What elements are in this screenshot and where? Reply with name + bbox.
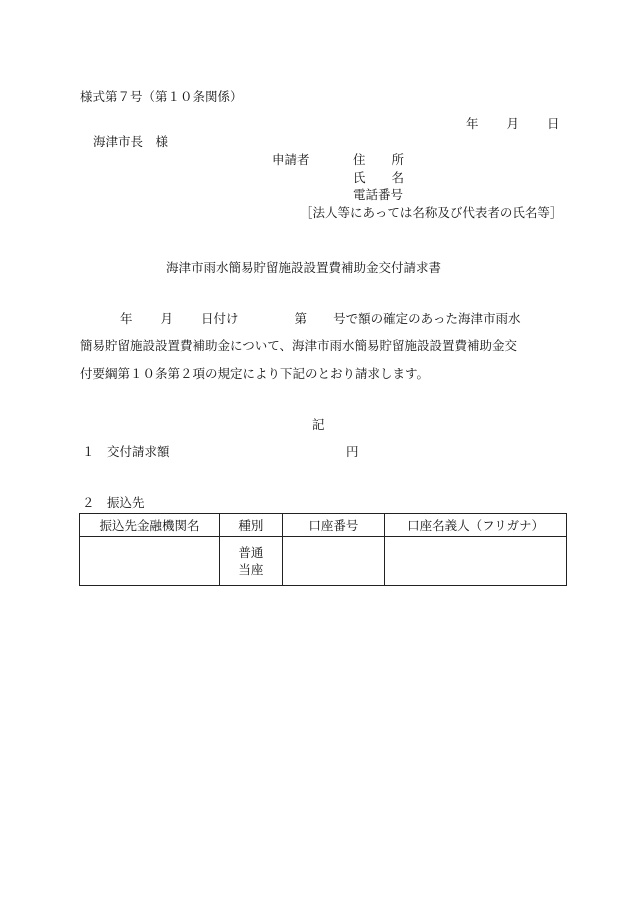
date-month: 月	[506, 116, 520, 131]
account-type-current: 当座	[238, 562, 264, 577]
header-bank-name: 振込先金融機関名	[80, 514, 220, 537]
applicant-phone-label: 電話番号	[353, 187, 404, 202]
bank-transfer-table	[79, 513, 567, 586]
account-type-ordinary: 普通	[238, 545, 264, 560]
cell-account-type[interactable]	[220, 537, 283, 586]
item-2-number: ２	[82, 495, 95, 510]
body-line-3: 付要綱第１０条第２項の規定により下記のとおり請求します。	[80, 366, 430, 381]
body-line-1	[120, 311, 520, 327]
header-account-type: 種別	[220, 514, 283, 537]
ki-heading: 記	[312, 417, 325, 432]
header-account-number: 口座番号	[282, 514, 384, 537]
body-month: 月	[160, 311, 174, 326]
address-char-2: 所	[391, 152, 405, 167]
cell-bank-name[interactable]	[80, 537, 220, 586]
date-year: 年	[466, 116, 479, 131]
bank-table-row	[80, 537, 567, 586]
body-dai: 第	[294, 311, 308, 326]
header-account-holder: 口座名義人（フリガナ）	[385, 514, 567, 537]
applicant-note: ［法人等にあっては名称及び代表者の氏名等］	[300, 205, 563, 220]
date-line	[466, 116, 560, 132]
body-day-dated: 日付け	[201, 311, 239, 326]
item-2-label: 振込先	[107, 495, 145, 510]
body-line-1-rest: 号で額の確定のあった海津市雨水	[333, 311, 521, 326]
document-title: 海津市雨水簡易貯留施設設置費補助金交付請求書	[166, 260, 442, 275]
applicant-name-label	[353, 170, 404, 186]
applicant-label: 申請者	[272, 152, 310, 167]
applicant-address-label	[353, 152, 404, 168]
item-1-unit: 円	[346, 444, 359, 459]
form-number: 様式第７号（第１０条関係）	[80, 89, 243, 104]
body-line-2: 簡易貯留施設設置費補助金について、海津市雨水簡易貯留施設設置費補助金交	[80, 338, 518, 353]
cell-account-holder[interactable]	[385, 537, 567, 586]
name-char-1: 氏	[353, 170, 366, 185]
cell-account-number[interactable]	[282, 537, 384, 586]
bank-table-header-row	[80, 514, 567, 537]
date-day: 日	[547, 116, 560, 131]
address-char-1: 住	[353, 152, 366, 167]
name-char-2: 名	[391, 170, 405, 185]
item-1-number: １	[82, 444, 95, 459]
item-1-label: 交付請求額	[107, 444, 170, 459]
addressee: 海津市長 様	[93, 134, 169, 149]
body-year: 年	[120, 311, 133, 326]
